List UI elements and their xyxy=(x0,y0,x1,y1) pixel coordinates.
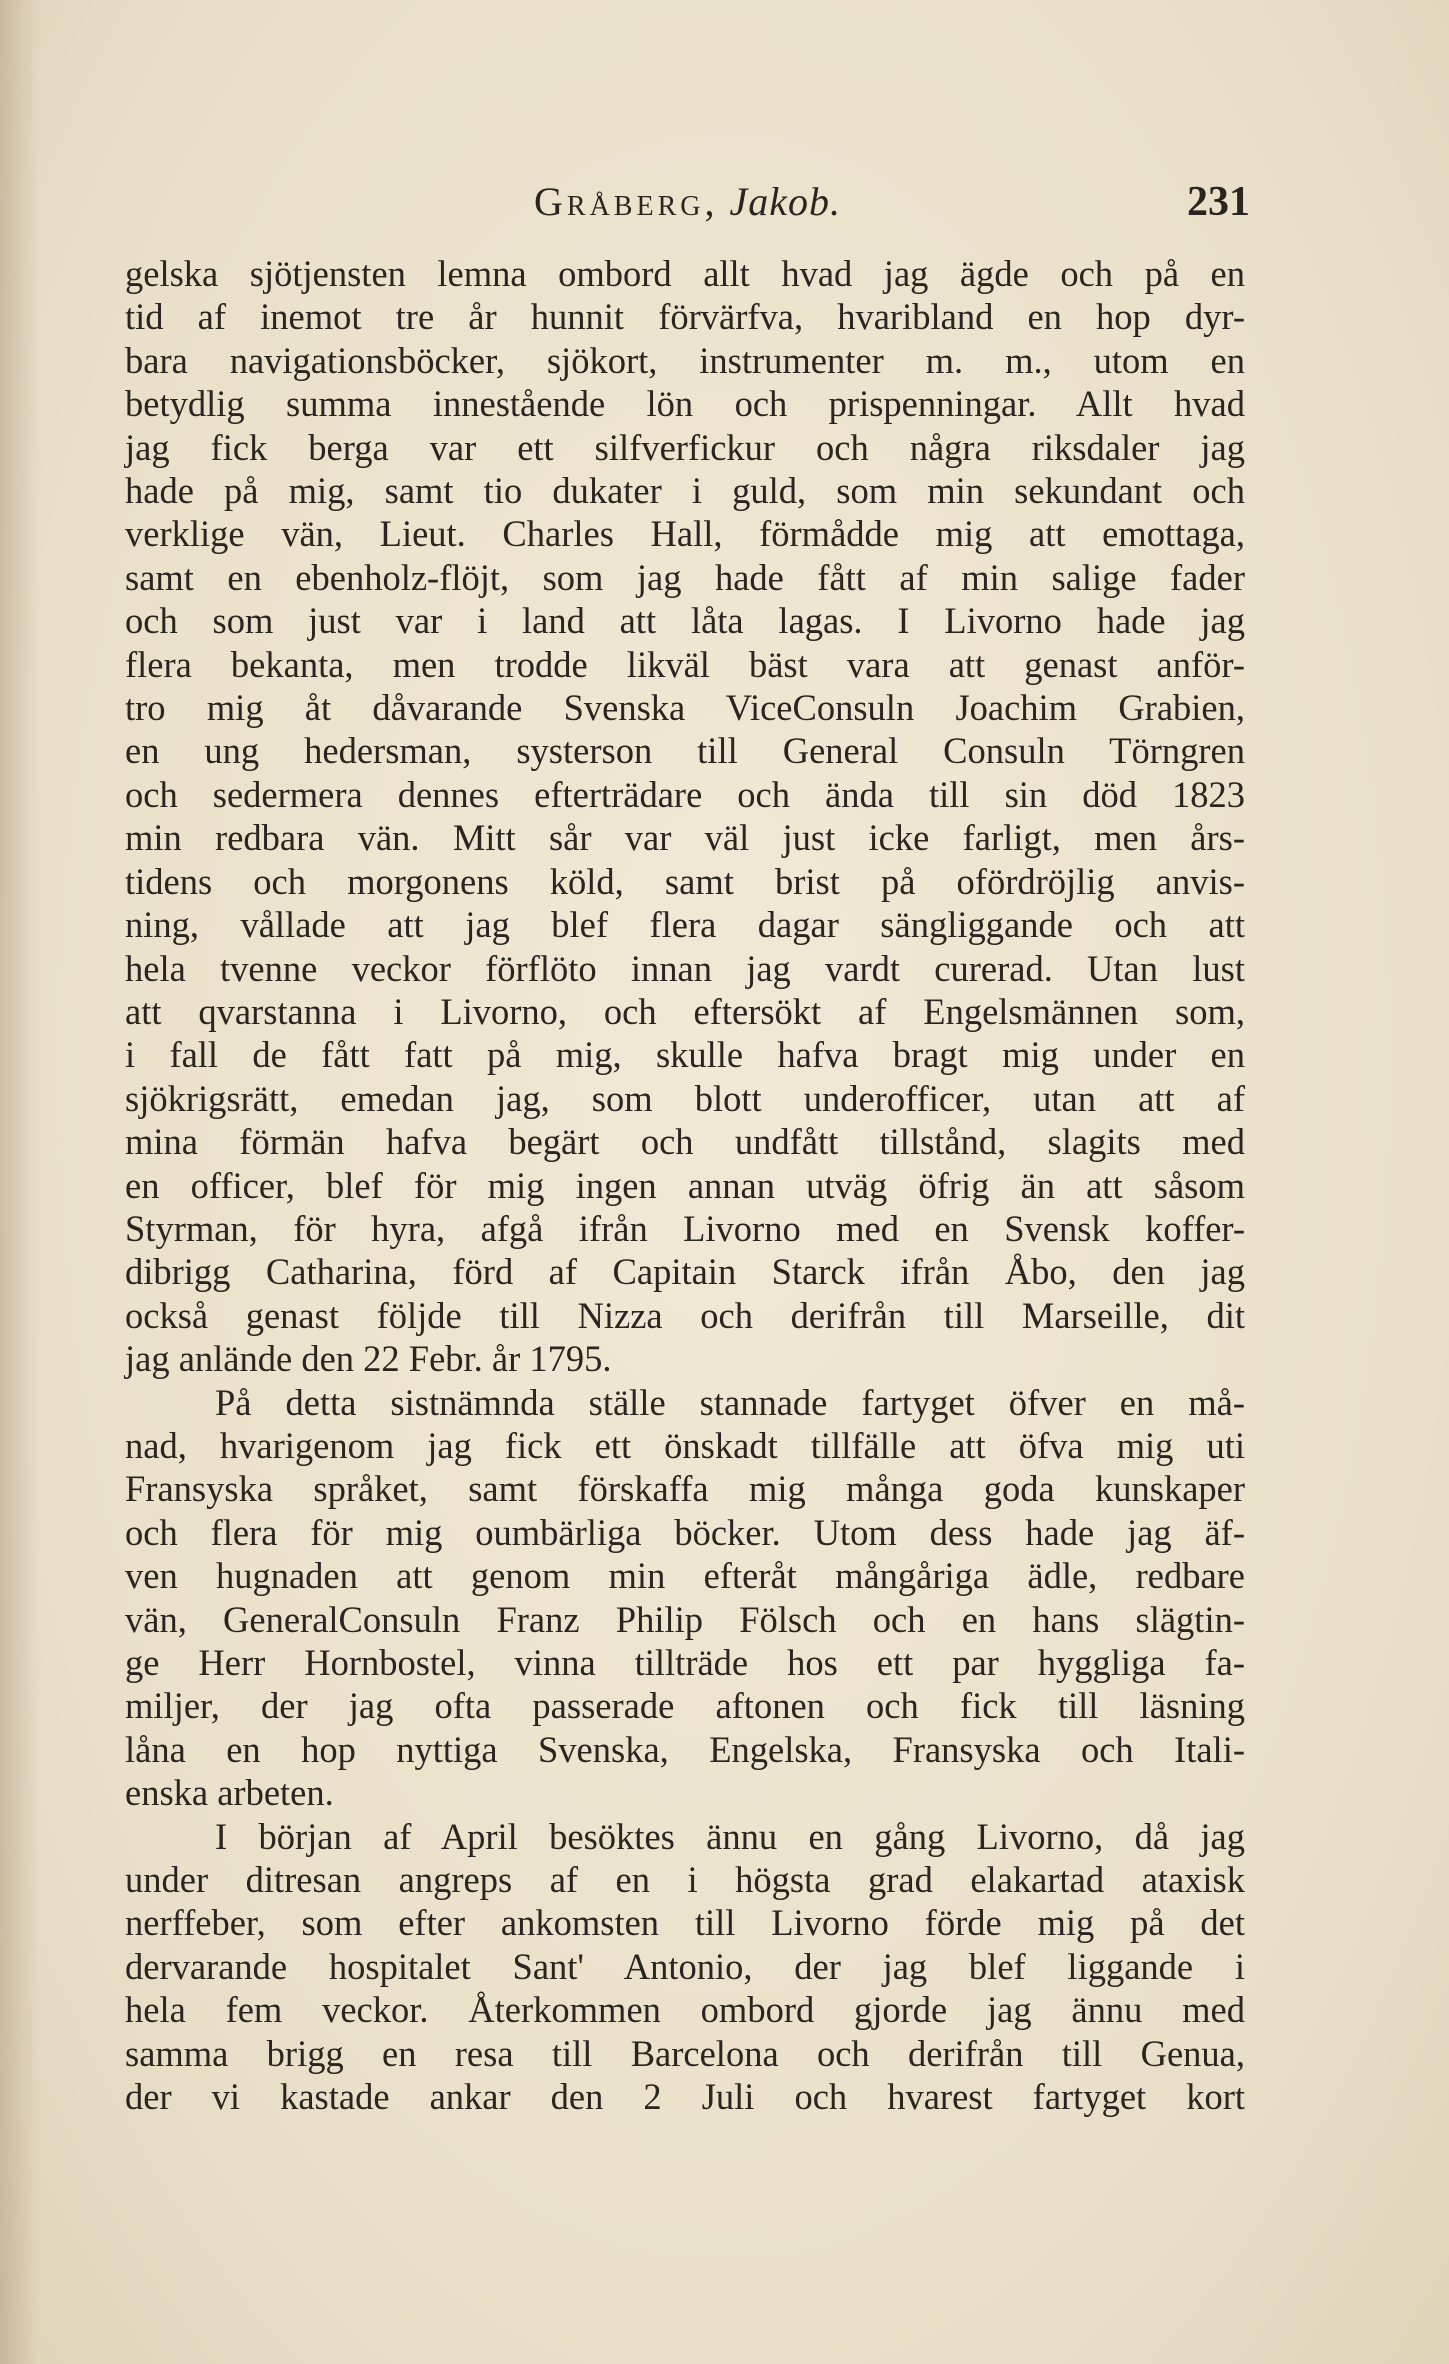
page-edge-shadow xyxy=(0,0,40,2364)
text-line: ven hugnaden att genom min efteråt mångåriga ädle, redbare xyxy=(125,1555,1245,1597)
text-line: och flera för mig oumbärliga böcker. Utom dess hade jag äf- xyxy=(125,1511,1245,1553)
text-line: miljer, der jag ofta passerade aftonen och fick till läsning xyxy=(125,1685,1245,1727)
running-title-first-name: Jakob. xyxy=(729,179,841,224)
text-line: nad, hvarigenom jag fick ett önskadt tillfälle att öfva mig uti xyxy=(125,1424,1245,1466)
paragraph-first-line: På detta sistnämnda ställe stannade fartyget öfver en må- xyxy=(215,1381,1245,1423)
text-line: ning, vållade att jag blef flera dagar sängliggande och att xyxy=(125,904,1245,946)
text-line: min redbara vän. Mitt sår var väl just icke farligt, men års- xyxy=(125,817,1245,859)
text-line: låna en hop nyttiga Svenska, Engelska, Fransyska och Itali- xyxy=(125,1728,1245,1770)
text-line: hela tvenne veckor förflöto innan jag vardt curerad. Utan lust xyxy=(125,947,1245,989)
text-line: enska arbeten. xyxy=(125,1772,334,1814)
text-line: en ung hedersman, systerson till General Consuln Törngren xyxy=(125,730,1245,772)
text-line: dervarande hospitalet Sant' Antonio, der jag blef liggande i xyxy=(125,1945,1245,1987)
text-line: dibrigg Catharina, förd af Capitain Starck ifrån Åbo, den jag xyxy=(125,1251,1245,1293)
text-line: jag fick berga var ett silfverfickur och några riksdaler jag xyxy=(125,426,1245,468)
text-line: Styrman, för hyra, afgå ifrån Livorno med en Svensk koffer- xyxy=(125,1207,1245,1249)
text-line: under ditresan angreps af en i högsta grad elakartad ataxisk xyxy=(125,1859,1245,1901)
text-line: jag anlände den 22 Febr. år 1795. xyxy=(125,1338,612,1380)
text-line: betydlig summa innestående lön och prispenningar. Allt hvad xyxy=(125,383,1245,425)
running-title xyxy=(125,178,1250,225)
text-line: bara navigationsböcker, sjökort, instrumenter m. m., utom en xyxy=(125,339,1245,381)
text-line: Fransyska språket, samt förskaffa mig många goda kunskaper xyxy=(125,1468,1245,1510)
text-line: gelska sjötjensten lemna ombord allt hvad jag ägde och på en xyxy=(125,253,1245,294)
running-head xyxy=(125,178,1250,228)
text-line: hela fem veckor. Återkommen ombord gjorde jag ännu med xyxy=(125,1989,1245,2031)
text-line: och sedermera dennes efterträdare och ända till sin död 1823 xyxy=(125,773,1245,815)
text-line: samma brigg en resa till Barcelona och derifrån till Genua, xyxy=(125,2032,1245,2074)
body-text xyxy=(125,252,1245,2118)
paragraph-first-line: I början af April besöktes ännu en gång Livorno, då jag xyxy=(215,1815,1245,1857)
text-line: också genast följde till Nizza och derifrån till Marseille, dit xyxy=(125,1294,1245,1336)
text-line: tid af inemot tre år hunnit förvärfva, hvaribland en hop dyr- xyxy=(125,296,1245,338)
text-line: samt en ebenholz-flöjt, som jag hade fått af min salige fader xyxy=(125,556,1245,598)
text-line: der vi kastade ankar den 2 Juli och hvarest fartyget kort xyxy=(125,2076,1245,2118)
text-line: tidens och morgonens köld, samt brist på ofördröjlig anvis- xyxy=(125,860,1245,902)
text-line: att qvarstanna i Livorno, och eftersökt af Engelsmännen som, xyxy=(125,990,1245,1032)
text-line: tro mig åt dåvarande Svenska ViceConsuln Joachim Grabien, xyxy=(125,687,1245,729)
text-line: och som just var i land att låta lagas. I Livorno hade jag xyxy=(125,600,1245,642)
text-line: ge Herr Hornbostel, vinna tillträde hos ett par hyggliga fa- xyxy=(125,1642,1245,1683)
text-line: sjökrigsrätt, emedan jag, som blott underofficer, utan att af xyxy=(125,1077,1245,1119)
text-line: vän, GeneralConsuln Franz Philip Fölsch och en hans slägtin- xyxy=(125,1598,1245,1640)
text-line: flera bekanta, men trodde likväl bäst vara att genast anför- xyxy=(125,643,1245,685)
text-line: hade på mig, samt tio dukater i guld, som min sekundant och xyxy=(125,470,1245,512)
running-title-surname: Gråberg, xyxy=(534,179,719,224)
text-line: en officer, blef för mig ingen annan utväg öfrig än att såsom xyxy=(125,1164,1245,1206)
text-line: mina förmän hafva begärt och undfått tillstånd, slagits med xyxy=(125,1121,1245,1163)
text-line: verklige vän, Lieut. Charles Hall, förmådde mig att emottaga, xyxy=(125,513,1245,555)
page-number: 231 xyxy=(1187,179,1250,225)
text-line: i fall de fått fatt på mig, skulle hafva bragt mig under en xyxy=(125,1034,1245,1076)
text-line: nerffeber, som efter ankomsten till Livorno förde mig på det xyxy=(125,1902,1245,1944)
